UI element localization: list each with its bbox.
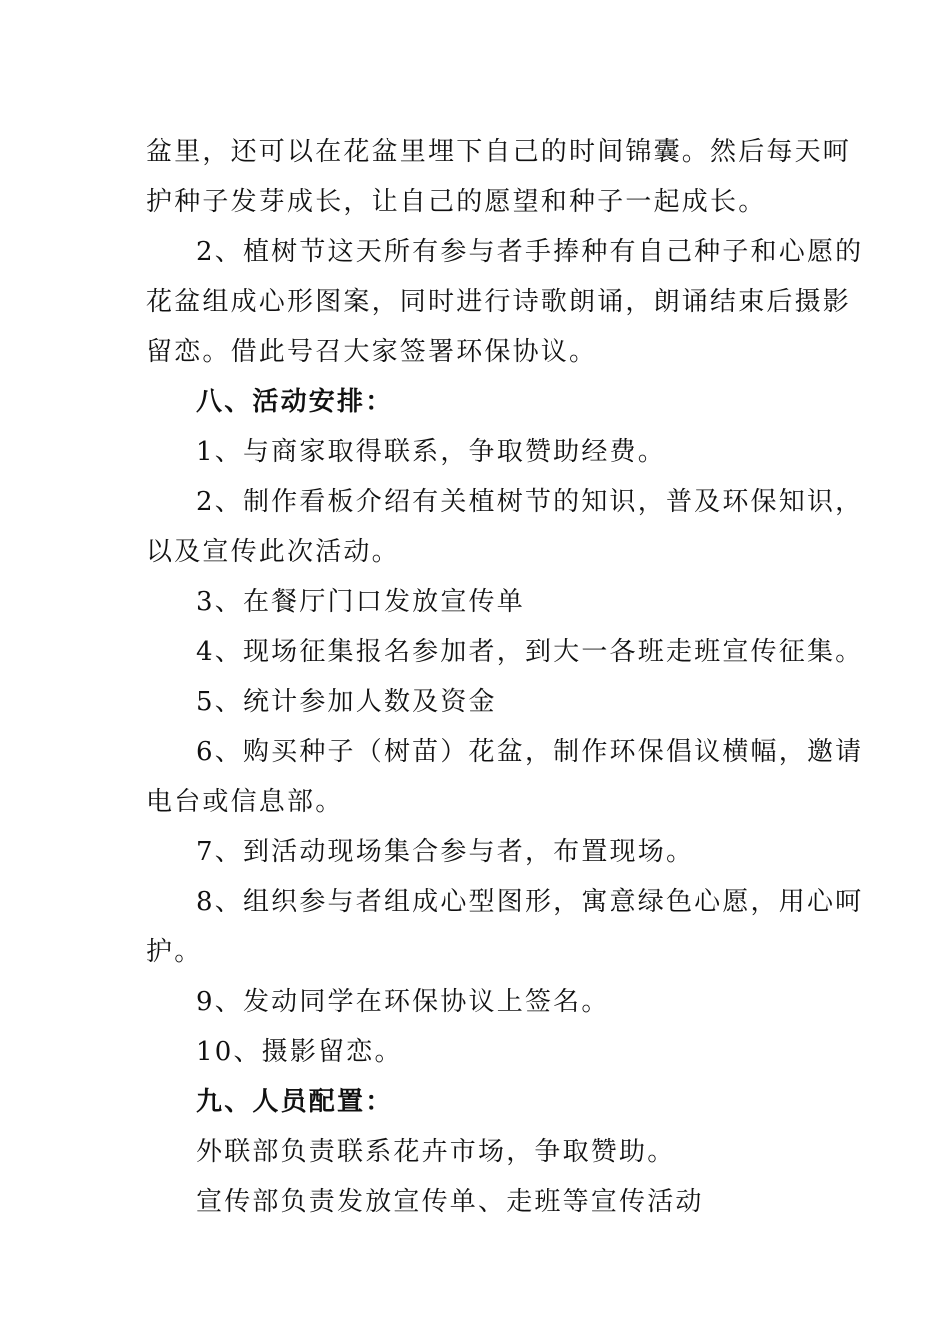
- list-item: 10、摄影留恋。: [196, 1037, 403, 1067]
- paragraph-line: 留恋。借此号召大家签署环保协议。: [146, 337, 598, 367]
- paragraph-line: 盆里，还可以在花盆里埋下自己的时间锦囊。然后每天呵: [146, 137, 852, 167]
- list-item: 7、到活动现场集合参与者，布置现场。: [196, 837, 695, 867]
- list-item: 3、在餐厅门口发放宣传单: [196, 587, 525, 617]
- list-item: 5、统计参加人数及资金: [196, 687, 497, 717]
- list-item: 4、现场征集报名参加者，到大一各班走班宣传征集。: [196, 637, 864, 667]
- list-item: 6、购买种子（树苗）花盆，制作环保倡议横幅，邀请: [196, 737, 864, 767]
- section-heading: 八、活动安排：: [196, 387, 394, 417]
- list-item: 1、与商家取得联系，争取赞助经费。: [196, 437, 666, 467]
- paragraph-line: 护种子发芽成长，让自己的愿望和种子一起成长。: [146, 187, 767, 217]
- paragraph-line: 2、植树节这天所有参与者手捧种有自己种子和心愿的: [196, 237, 864, 267]
- list-item-continuation: 电台或信息部。: [146, 787, 344, 817]
- list-item: 9、发动同学在环保协议上签名。: [196, 987, 610, 1017]
- list-item-continuation: 以及宣传此次活动。: [146, 537, 400, 567]
- paragraph-line: 花盆组成心形图案，同时进行诗歌朗诵，朗诵结束后摄影: [146, 287, 852, 317]
- list-item-continuation: 护。: [146, 937, 203, 967]
- paragraph-line: 外联部负责联系花卉市场，争取赞助。: [196, 1137, 676, 1167]
- list-item: 2、制作看板介绍有关植树节的知识，普及环保知识，: [196, 487, 864, 517]
- section-heading: 九、人员配置：: [196, 1087, 394, 1117]
- paragraph-line: 宣传部负责发放宣传单、走班等宣传活动: [196, 1187, 704, 1217]
- list-item: 8、组织参与者组成心型图形，寓意绿色心愿，用心呵: [196, 887, 864, 917]
